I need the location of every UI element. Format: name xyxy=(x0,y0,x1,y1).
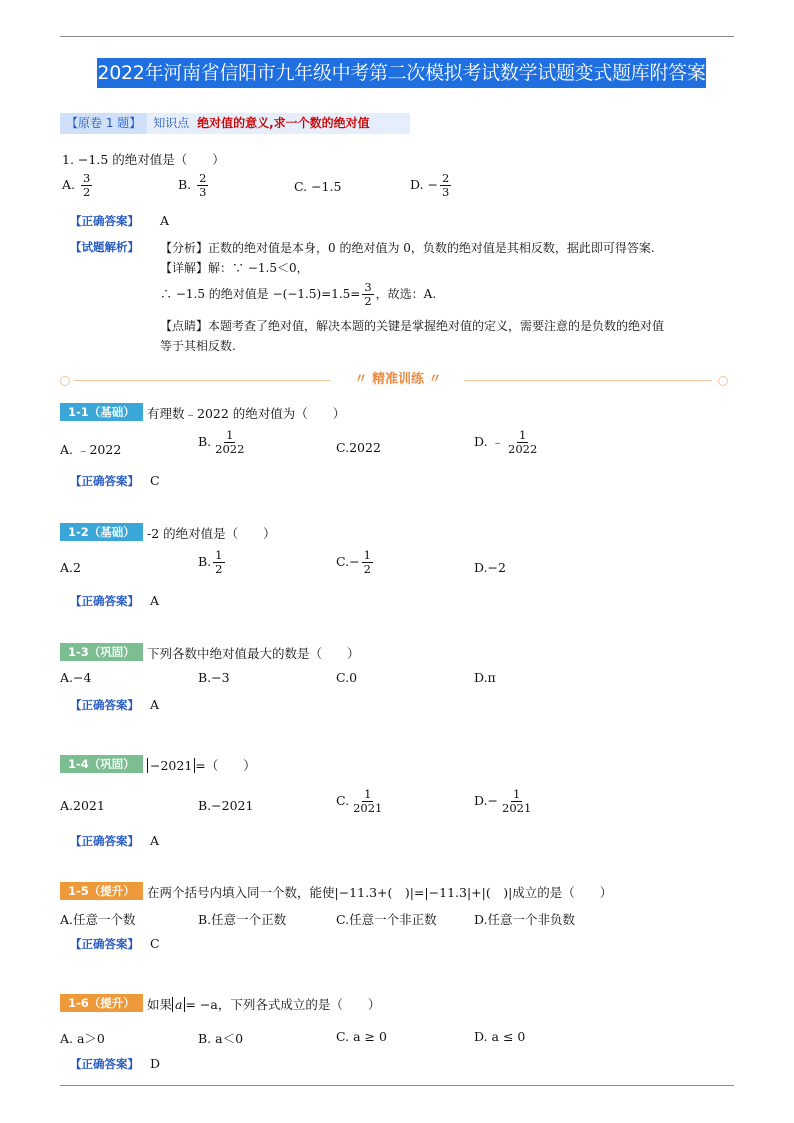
option-label: A. xyxy=(62,177,76,192)
numerator: 1 xyxy=(226,428,234,442)
option-c xyxy=(336,788,386,815)
analysis-label: 【试题解析】 xyxy=(70,240,139,254)
option-a: A.−4 xyxy=(60,670,92,685)
answer-value: A xyxy=(160,213,170,228)
numerator: 2 xyxy=(442,171,450,185)
analysis-line-2: 【详解】解：∵ −1.5＜0， xyxy=(160,261,309,275)
fraction xyxy=(362,549,373,576)
option-label: B. xyxy=(198,434,212,449)
option-b: B.任意一个正数 xyxy=(198,912,287,927)
denominator: 2022 xyxy=(215,442,245,456)
option-label: B. xyxy=(198,554,212,569)
numerator: 3 xyxy=(83,171,91,185)
analysis-text: ，故选：A. xyxy=(375,287,437,301)
divider-dot xyxy=(718,376,728,386)
denominator: 3 xyxy=(199,185,207,199)
answer-label: 【正确答案】 xyxy=(70,1057,139,1071)
analysis-line-4: 【点睛】本题考查了绝对值，解决本题的关键是掌握绝对值的定义，需要注意的是负数的绝对值 xyxy=(160,319,665,333)
numerator: 2 xyxy=(199,171,207,185)
analysis-line-5: 等于其相反数. xyxy=(160,339,236,353)
question-text-tail: =（ ） xyxy=(195,758,256,773)
divider-dot xyxy=(60,376,70,386)
divider-label: 〃 精准训练 〃 xyxy=(354,372,442,387)
numerator: 1 xyxy=(519,428,527,442)
option-label: D. ﹣ xyxy=(474,434,505,449)
option-a: A.2021 xyxy=(60,798,105,813)
numerator: 1 xyxy=(215,548,223,562)
absolute-value-expression: −2021 xyxy=(147,758,195,773)
absolute-value-expression: a xyxy=(172,997,185,1012)
fraction xyxy=(362,281,373,308)
question-tag: 1-4（巩固） xyxy=(60,755,143,773)
numerator: 1 xyxy=(513,787,521,801)
option-label: D.− xyxy=(474,793,499,808)
answer-value: C xyxy=(150,473,160,488)
question-text-tail: = −a，下列各式成立的是（ ） xyxy=(185,997,381,1012)
top-rule xyxy=(60,36,734,37)
option-a xyxy=(62,172,94,199)
answer-label: 【正确答案】 xyxy=(70,937,139,951)
option-d xyxy=(474,429,541,456)
fraction xyxy=(213,429,246,456)
option-d: D.π xyxy=(474,670,496,685)
denominator: 2022 xyxy=(508,442,538,456)
question-tag: 1-1（基础） xyxy=(60,403,143,421)
denominator: 2 xyxy=(364,294,372,308)
denominator: 3 xyxy=(442,185,450,199)
question-text: 在两个括号内填入同一个数，能使|−11.3+( )|=|−11.3|+|( )|成立的是（ ） xyxy=(147,885,613,900)
analysis-text: ∴ −1.5 的绝对值是 −(−1.5)=1.5= xyxy=(160,287,361,301)
answer-label: 【正确答案】 xyxy=(70,474,139,488)
denominator: 2 xyxy=(83,185,91,199)
option-d: D.−2 xyxy=(474,560,506,575)
option-a: A. a＞0 xyxy=(60,1031,105,1046)
knowledge-point-label: 知识点 xyxy=(153,116,190,130)
page-title: 2022年河南省信阳市九年级中考第二次模拟考试数学试题变式题库附答案 xyxy=(97,58,706,88)
option-c: C. a ≥ 0 xyxy=(336,1029,387,1044)
fraction xyxy=(506,429,539,456)
fraction xyxy=(500,788,533,815)
denominator: 2 xyxy=(363,562,371,576)
analysis-line-3 xyxy=(160,281,436,308)
answer-label: 【正确答案】 xyxy=(70,594,139,608)
answer-value: A xyxy=(150,833,160,848)
question-text: −1.5 的绝对值是（ ） xyxy=(77,152,225,167)
option-d xyxy=(474,788,535,815)
answer-value: A xyxy=(150,697,160,712)
option-label: D. − xyxy=(410,177,438,192)
option-c: C.任意一个非正数 xyxy=(336,912,437,927)
numerator: 1 xyxy=(363,548,371,562)
answer-value: A xyxy=(150,593,160,608)
source-bar xyxy=(60,113,410,134)
practice-divider xyxy=(60,370,734,390)
option-label: C. xyxy=(336,793,350,808)
option-c xyxy=(336,549,375,576)
option-b xyxy=(198,549,227,576)
option-b: B.−2021 xyxy=(198,798,254,813)
option-b xyxy=(198,429,248,456)
analysis-line-1: 【分析】正数的绝对值是本身，0 的绝对值为 0，负数的绝对值是其相反数，据此即可得答案. xyxy=(160,241,655,255)
option-a: A.任意一个数 xyxy=(60,912,136,927)
option-c: C.2022 xyxy=(336,440,381,455)
fraction xyxy=(351,788,384,815)
knowledge-point-value: 绝对值的意义,求一个数的绝对值 xyxy=(197,116,370,130)
denominator: 2021 xyxy=(502,801,532,815)
answer-label: 【正确答案】 xyxy=(70,698,139,712)
option-a: A.2 xyxy=(60,560,81,575)
original-question xyxy=(62,150,225,168)
numerator: 1 xyxy=(364,787,372,801)
question-tag: 1-6（提升） xyxy=(60,994,143,1012)
option-c: C. −1.5 xyxy=(294,179,342,194)
question-text xyxy=(147,995,380,1013)
question-tag: 1-2（基础） xyxy=(60,523,143,541)
answer-value: C xyxy=(150,936,160,951)
fraction xyxy=(197,172,208,199)
divider-line xyxy=(74,380,330,381)
option-d: D. a ≤ 0 xyxy=(474,1029,526,1044)
option-b xyxy=(178,172,210,199)
option-a: A. ﹣2022 xyxy=(60,442,122,457)
question-text xyxy=(147,756,256,774)
answer-label: 【正确答案】 xyxy=(70,834,139,848)
option-b: B. a＜0 xyxy=(198,1031,244,1046)
question-text: 下列各数中绝对值最大的数是（ ） xyxy=(147,646,360,661)
fraction xyxy=(81,172,92,199)
question-tag: 1-5（提升） xyxy=(60,882,143,900)
divider-line xyxy=(464,380,712,381)
answer-value: D xyxy=(150,1056,161,1071)
question-number: 1. xyxy=(62,152,74,167)
question-tag: 1-3（巩固） xyxy=(60,643,143,661)
option-d: D.任意一个非负数 xyxy=(474,912,576,927)
fraction xyxy=(440,172,451,199)
option-label: C.− xyxy=(336,554,360,569)
bottom-rule xyxy=(60,1085,734,1086)
original-tag: 【原卷 1 题】 xyxy=(60,113,147,134)
answer-label: 【正确答案】 xyxy=(70,214,139,228)
option-d xyxy=(410,172,453,199)
question-text: 有理数﹣2022 的绝对值为（ ） xyxy=(147,406,346,421)
denominator: 2021 xyxy=(353,801,383,815)
option-label: B. xyxy=(178,177,192,192)
option-c: C.0 xyxy=(336,670,358,685)
denominator: 2 xyxy=(215,562,223,576)
fraction xyxy=(213,549,224,576)
numerator: 3 xyxy=(364,280,372,294)
option-b: B.−3 xyxy=(198,670,230,685)
question-text: -2 的绝对值是（ ） xyxy=(147,526,276,541)
question-text-head: 如果 xyxy=(147,997,173,1012)
